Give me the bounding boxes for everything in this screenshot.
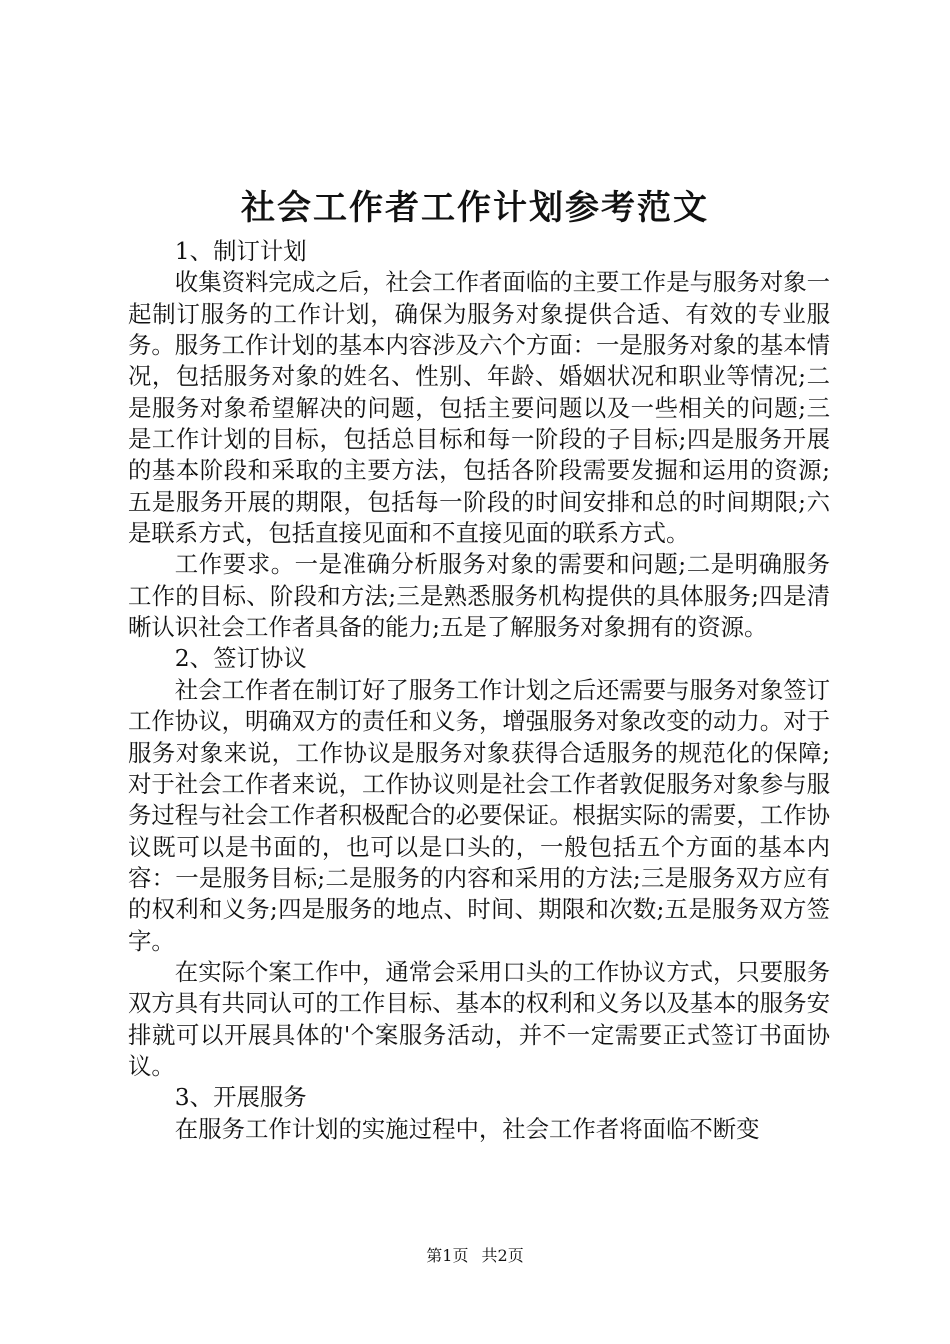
paragraph: 收集资料完成之后，社会工作者面临的主要工作是与服务对象一起制订服务的工作计划，确保为服务对象提供合适、有效的专业服务。服务工作计划的基本内容涉及六个方面：一是服务对象的基本情况，包括服务对象的姓名、性别、年龄、婚姻状况和职业等情况;二是服务对象希望解决的问题，包括主要问题以及一些相关的问题;三是工作计划的目标，包括总目标和每一阶段的子目标;四是服务开展的基本阶段和采取的主要方法，包括各阶段需要发掘和运用的资源;五是服务开展的期限，包括每一阶段的时间安排和总的时间期限;六是联系方式，包括直接见面和不直接见面的联系方式。 [128,268,830,548]
page-footer [0,1244,950,1268]
page-number: 第1页 [426,1246,469,1265]
section-heading-3: 3、开展服务 [174,1083,307,1112]
paragraph: 在实际个案工作中，通常会采用口头的工作协议方式，只要服务双方具有共同认可的工作目标、基本的权利和义务以及基本的服务安排就可以开展具体的'个案服务活动，并不一定需要正式签订书面协议。 [128,957,830,1080]
document-title: 社会工作者工作计划参考范文 [241,188,709,228]
paragraph: 社会工作者在制订好了服务工作计划之后还需要与服务对象签订工作协议，明确双方的责任和义务，增强服务对象改变的动力。对于服务对象来说，工作协议是服务对象获得合适服务的规范化的保障;对于社会工作者来说，工作协议则是社会工作者敦促服务对象参与服务过程与社会工作者积极配合的必要保证。根据实际的需要，工作协议既可以是书面的，也可以是口头的，一般包括五个方面的基本内容：一是服务目标;二是服务的内容和采用的方法;三是服务双方应有的权利和义务;四是服务的地点、时间、期限和次数;五是服务双方签字。 [128,675,830,955]
section-heading-2: 2、签订协议 [174,644,307,673]
page-total: 共2页 [481,1246,524,1265]
section-heading-1: 1、制订计划 [174,237,307,265]
document-body [128,236,830,1145]
paragraph: 工作要求。一是准确分析服务对象的需要和问题;二是明确服务工作的目标、阶段和方法;三是熟悉服务机构提供的具体服务;四是清晰认识社会工作者具备的能力;五是了解服务对象拥有的资源。 [128,550,830,642]
paragraph: 在服务工作计划的实施过程中，社会工作者将面临不断变 [174,1114,760,1143]
